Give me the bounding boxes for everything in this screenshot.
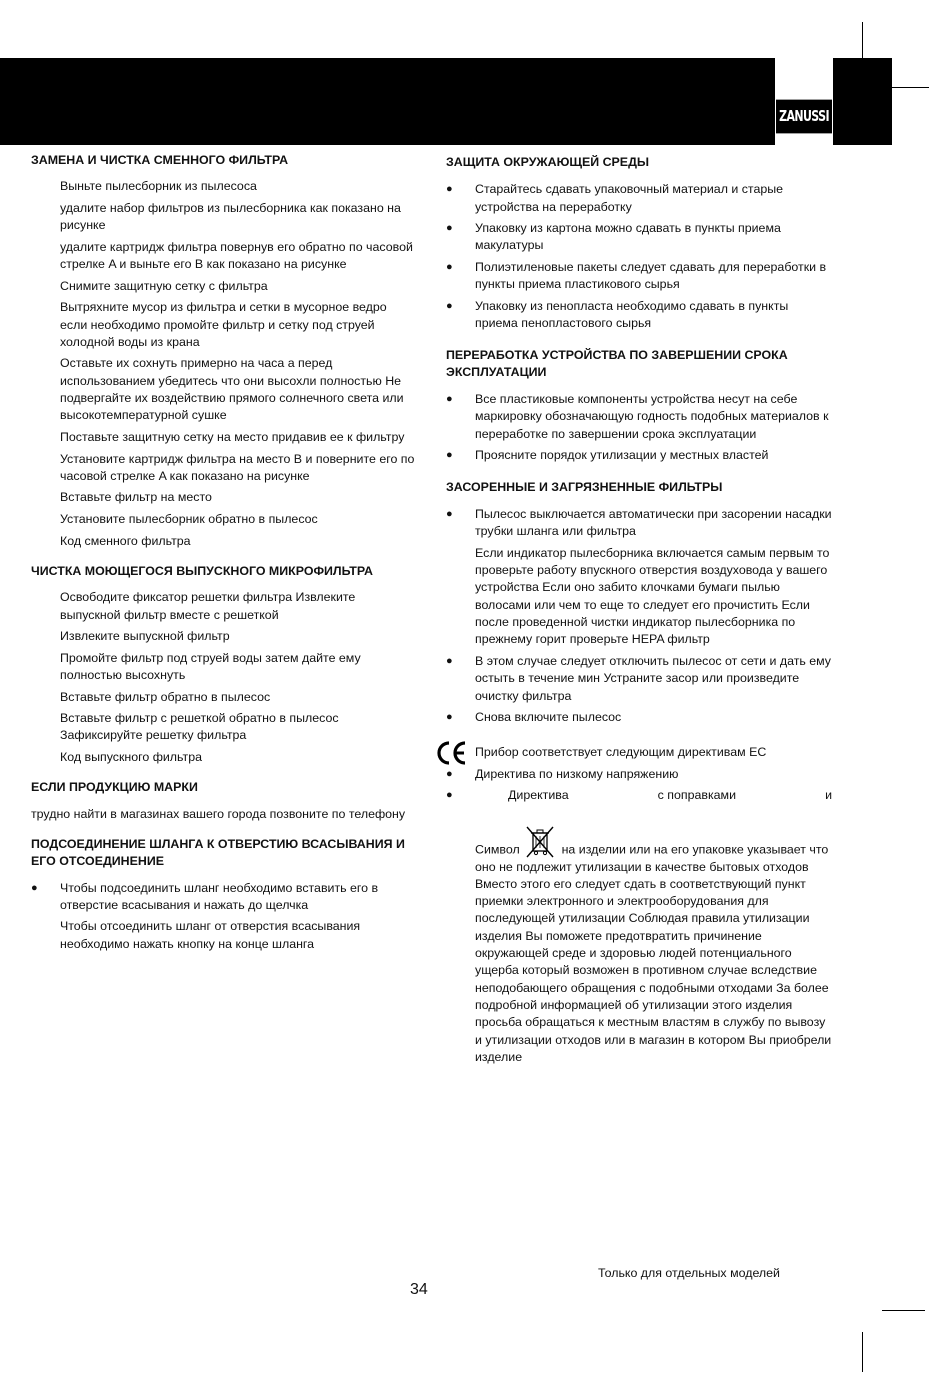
weee-paragraph: Символ на изделии или на его упаковке указывает что оно не подлежит утилизации в качестве бытовых отходов Вместо этого его следует сдать в соответствующий пункт приемки электронного и электрооборудования для последующей утилизации Соблюдая правила утилизации изделия Вы поможете предотвратить причинение окружающей среде и здоровью людей потенциального ущерба который возможен в противном случае вследствие неподобающего обращения с подобными отходами За более подробной информацией об утилизации этого изделия просьба обращаться к местным властям в службу по вывозу и утилизации отходов или в магазин в котором Вы приобрели изделие <box>446 825 832 1067</box>
filter-step: Оставьте их сохнуть примерно на часа а перед использованием убедитесь что они высохли полностью Не подвергайте их воздействию прямого солнечного света или высокотемпературной сушке <box>60 356 404 423</box>
bullet-icon: ● <box>446 299 453 312</box>
footnote: Только для отдельных моделей <box>598 1266 780 1280</box>
crop-mark <box>892 87 929 88</box>
environment-bullet: ● Упаковку из пенопласта необходимо сдавать в пункты приема пенопластового сырья <box>446 298 789 331</box>
brand-logo: ZANUSSI <box>776 100 832 134</box>
crop-mark <box>862 22 863 58</box>
brand-contact-text: трудно найти в магазинах вашего города позвоните по телефону <box>31 806 406 821</box>
microfilter-step: Код выпускного фильтра <box>60 750 202 765</box>
bullet-icon: ● <box>446 767 453 780</box>
section-heading-microfilter: ЧИСТКА МОЮЩЕГОСЯ ВЫПУСКНОГО МИКРОФИЛЬТРА <box>31 563 373 578</box>
microfilter-step: Вставьте фильтр обратно в пылесос <box>60 689 271 704</box>
bullet-icon: ● <box>446 393 453 406</box>
environment-bullet: ● Полиэтиленовые пакеты следует сдавать для переработки в пункты приема пластикового сырья <box>446 260 827 292</box>
section-heading-hose: ПОДСОЕДИНЕНИЕ ШЛАНГА К ОТВЕРСТИЮ ВСАСЫВАНИЯ И ЕГО ОТСОЕДИНЕНИЕ <box>31 836 405 869</box>
filter-step: Вставьте фильтр на место <box>60 490 212 505</box>
recycling-bullet: ● Все пластиковые компоненты устройства несут на себе маркировку обозначающую годность подобных материалов к переработке по завершении срока эксплуатации <box>446 392 829 441</box>
filter-step: удалите набор фильтров из пылесборника как показано на рисунке <box>60 200 401 233</box>
crop-mark <box>882 1310 925 1311</box>
right-column <box>446 154 832 1079</box>
environment-bullet: ● Старайтесь сдавать упаковочный материал и старые устройства на переработку <box>446 182 784 214</box>
directive-bullet: ● Директива с поправками и <box>446 787 832 804</box>
clogged-bullet: ● Снова включите пылесос <box>446 709 832 726</box>
directive-bullet: ● Директива по низкому напряжению <box>446 766 832 783</box>
filter-step: Код сменного фильтра <box>60 533 191 548</box>
section-heading-clogged: ЗАСОРЕННЫЕ И ЗАГРЯЗНЕННЫЕ ФИЛЬТРЫ <box>446 479 723 494</box>
clogged-bullet: ● В этом случае следует отключить пылесос от сети и дать ему остыть в течение мин Устраните засор или произведите очистку фильтра <box>446 653 832 703</box>
brand-tab <box>833 58 892 145</box>
filter-step: Установите картридж фильтра на место B и поверните его по часовой стрелке A как показано на рисунке <box>60 451 415 483</box>
section-heading-environment: ЗАЩИТА ОКРУЖАЮЩЕЙ СРЕДЫ <box>446 155 650 169</box>
filter-step: Установите пылесборник обратно в пылесос <box>60 512 318 527</box>
bullet-icon: ● <box>446 507 453 520</box>
crop-mark <box>862 1332 863 1372</box>
filter-step: Поставьте защитную сетку на место придавив ее к фильтру <box>60 429 405 444</box>
microfilter-step: Промойте фильтр под струей воды затем дайте ему полностью высохнуть <box>60 650 361 682</box>
bullet-icon: ● <box>446 222 453 235</box>
ce-directives-line: Прибор соответствует следующим директивам ЕС <box>446 744 832 761</box>
section-heading-filter: ЗАМЕНА И ЧИСТКА СМЕННОГО ФИЛЬТРА <box>31 153 289 167</box>
bullet-icon: ● <box>446 261 453 274</box>
bullet-icon: ● <box>446 654 453 667</box>
header-band <box>0 58 775 145</box>
hose-step: Чтобы отсоединить шланг от отверстия всасывания необходимо нажать кнопку на конце шланга <box>60 919 361 951</box>
filter-step: Снимите защитную сетку с фильтра <box>60 278 268 293</box>
hose-bullet: ● Чтобы подсоединить шланг необходимо вставить его в отверстие всасывания и нажать до щелчка <box>31 880 379 912</box>
bullet-icon: ● <box>446 711 453 724</box>
section-heading-brand: ЕСЛИ ПРОДУКЦИЮ МАРКИ <box>31 780 198 795</box>
page-number: 34 <box>410 1281 428 1298</box>
clogged-bullet: ● Пылесос выключается автоматически при засорении насадки трубки шланга или фильтра <box>446 506 832 539</box>
bullet-icon: ● <box>446 789 453 802</box>
recycling-bullet: ● Проясните порядок утилизации у местных властей <box>446 447 832 464</box>
clogged-paragraph: Если индикатор пылесборника включается самым первым то проверьте работу впускного отверстия воздуховода у вашего устройства Если оно забито клочками бумаги пылью волосами или чем то еще то следует его прочистить Если после проведенной чистки индикатор пылесборника по прежнему горит проверьте HEPA фильтр <box>475 545 830 647</box>
bullet-icon: ● <box>31 881 38 894</box>
bullet-icon: ● <box>446 183 453 196</box>
filter-step: Выньте пылесборник из пылесоса <box>60 179 257 194</box>
filter-step: удалите картридж фильтра повернув его обратно по часовой стрелке A и выньте его B как показано на рисунке <box>60 239 413 272</box>
filter-step: Вытряхните мусор из фильтра и сетки в мусорное ведро если необходимо промойте фильтр и сетку под струей холодной воды из крана <box>60 300 387 349</box>
microfilter-step: Вставьте фильтр с решеткой обратно в пылесос Зафиксируйте решетку фильтра <box>60 711 339 743</box>
crossed-out-bin-icon <box>525 825 555 859</box>
microfilter-step: Освободите фиксатор решетки фильтра Извлеките выпускной фильтр вместе с решеткой <box>60 590 356 622</box>
ce-mark-icon <box>435 739 468 767</box>
left-column <box>31 152 416 957</box>
environment-bullet: ● Упаковку из картона можно сдавать в пункты приема макулатуры <box>446 221 781 253</box>
section-heading-recycling: ПЕРЕРАБОТКА УСТРОЙСТВА ПО ЗАВЕРШЕНИИ СРОКА ЭКСПЛУАТАЦИИ <box>446 347 788 379</box>
microfilter-step: Извлеките выпускной фильтр <box>60 629 230 644</box>
bullet-icon: ● <box>446 449 453 462</box>
